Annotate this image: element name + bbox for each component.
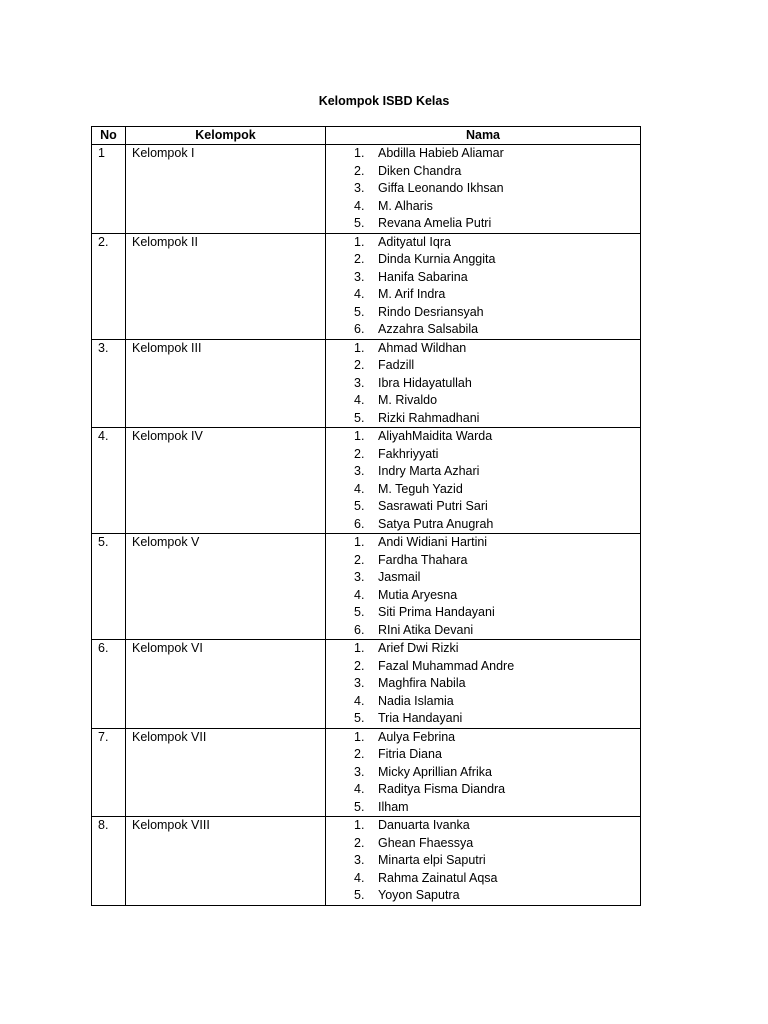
list-item — [354, 552, 640, 570]
member-name: Abdilla Habieb Aliamar — [378, 146, 504, 160]
group-number: 8. — [92, 817, 126, 906]
list-item — [354, 269, 640, 287]
member-name: Fadzill — [378, 358, 415, 372]
header-no: No — [92, 127, 126, 145]
member-name: Danuarta Ivanka — [378, 818, 470, 832]
member-name: Aulya Febrina — [378, 729, 456, 744]
member-name: Giffa Leonando Ikhsan — [378, 181, 504, 195]
member-list — [326, 233, 641, 339]
member-name: Andi Widiani Hartini — [378, 535, 488, 549]
list-item — [354, 481, 640, 499]
member-number: 3. — [354, 181, 365, 195]
member-name: Indry Marta Azhari — [378, 464, 480, 478]
member-name: Rizki Rahmadhani — [378, 410, 480, 425]
member-number: 4. — [354, 693, 365, 708]
member-number: 3. — [354, 853, 365, 867]
member-name: Satya Putra Anugrah — [378, 516, 494, 531]
list-item — [354, 746, 640, 764]
table-row — [92, 339, 641, 428]
member-number: 4. — [354, 287, 365, 301]
list-item — [354, 410, 640, 428]
list-item — [354, 781, 640, 799]
list-item — [354, 835, 640, 853]
list-item — [354, 392, 640, 410]
member-name: Hanifa Sabarina — [378, 269, 468, 284]
group-number: 4. — [92, 428, 126, 534]
list-item — [354, 622, 640, 640]
list-item — [354, 463, 640, 481]
group-number: 6. — [92, 640, 126, 729]
table-row — [92, 428, 641, 534]
header-group: Kelompok — [126, 127, 326, 145]
group-number: 3. — [92, 339, 126, 428]
list-item — [354, 180, 640, 198]
group-name: Kelompok II — [126, 233, 326, 339]
member-name: Arief Dwi Rizki — [378, 641, 459, 655]
member-number: 3. — [354, 464, 365, 478]
group-name: Kelompok IV — [126, 428, 326, 534]
member-number: 4. — [354, 393, 365, 407]
list-item — [354, 817, 640, 835]
member-list — [326, 428, 641, 534]
member-name: Ahmad Wildhan — [378, 340, 467, 355]
table-row — [92, 534, 641, 640]
member-name: Maghfira Nabila — [378, 676, 466, 690]
member-name: M. Rivaldo — [378, 393, 438, 407]
member-number: 2. — [354, 658, 365, 673]
header-names: Nama — [326, 127, 641, 145]
page-title: Kelompok ISBD Kelas — [318, 94, 450, 108]
member-number: 1. — [354, 535, 365, 549]
member-number: 4. — [354, 198, 365, 213]
member-number: 2. — [354, 358, 365, 372]
member-name: Tria Handayani — [378, 711, 463, 725]
list-item — [354, 163, 640, 181]
table-row — [92, 145, 641, 234]
list-item — [354, 587, 640, 605]
member-name: M. Teguh Yazid — [378, 481, 463, 496]
list-item — [354, 321, 640, 339]
list-item — [354, 675, 640, 693]
member-number: 1. — [354, 729, 365, 744]
list-item — [354, 286, 640, 304]
group-name: Kelompok III — [126, 339, 326, 428]
member-name: M. Alharis — [378, 198, 433, 213]
member-name: Adityatul Iqra — [378, 234, 451, 249]
group-number: 5. — [92, 534, 126, 640]
group-name: Kelompok I — [126, 145, 326, 234]
list-item — [354, 693, 640, 711]
member-name: AliyahMaidita Warda — [378, 429, 493, 443]
table-row — [92, 640, 641, 729]
member-list — [326, 145, 641, 234]
member-name: Yoyon Saputra — [378, 888, 460, 902]
group-name: Kelompok VI — [126, 640, 326, 729]
member-name: Raditya Fisma Diandra — [378, 782, 506, 796]
member-number: 2. — [354, 552, 365, 567]
member-name: Ibra Hidayatullah — [378, 375, 472, 390]
member-number: 5. — [354, 499, 365, 513]
list-item — [354, 304, 640, 322]
list-item — [354, 198, 640, 216]
member-list — [326, 728, 641, 817]
member-number: 1. — [354, 340, 365, 355]
member-name: Siti Prima Handayani — [378, 605, 495, 619]
list-item — [354, 710, 640, 728]
member-number: 2. — [354, 163, 365, 178]
table-row — [92, 233, 641, 339]
member-number: 5. — [354, 888, 365, 902]
member-number: 2. — [354, 446, 365, 461]
member-name: M. Arif Indra — [378, 287, 446, 301]
group-number: 1 — [92, 145, 126, 234]
member-name: Rahma Zainatul Aqsa — [378, 870, 498, 885]
list-item — [354, 887, 640, 905]
member-list — [326, 817, 641, 906]
list-item — [354, 799, 640, 817]
list-item — [354, 340, 640, 358]
member-number: 1. — [354, 234, 365, 249]
member-list — [326, 640, 641, 729]
list-item — [354, 375, 640, 393]
member-name: Rindo Desriansyah — [378, 304, 484, 319]
member-number: 3. — [354, 676, 365, 690]
member-name: Sasrawati Putri Sari — [378, 499, 488, 513]
member-name: Micky Aprillian Afrika — [378, 764, 492, 779]
member-number: 4. — [354, 481, 365, 496]
member-name: Ilham — [378, 799, 409, 814]
member-name: Azzahra Salsabila — [378, 322, 479, 336]
member-number: 1. — [354, 429, 365, 443]
member-number: 4. — [354, 782, 365, 796]
member-list — [326, 339, 641, 428]
list-item — [354, 534, 640, 552]
list-item — [354, 446, 640, 464]
group-number: 7. — [92, 728, 126, 817]
member-name: Fazal Muhammad Andre — [378, 658, 515, 673]
list-item — [354, 498, 640, 516]
member-number: 4. — [354, 870, 365, 885]
member-number: 3. — [354, 375, 365, 390]
list-item — [354, 604, 640, 622]
list-item — [354, 658, 640, 676]
table-row — [92, 817, 641, 906]
table-body — [92, 145, 641, 906]
member-name: Fardha Thahara — [378, 552, 468, 567]
member-number: 3. — [354, 269, 365, 284]
member-name: Diken Chandra — [378, 163, 462, 178]
member-number: 3. — [354, 570, 365, 584]
member-list — [326, 534, 641, 640]
member-name: Ghean Fhaessya — [378, 835, 474, 850]
list-item — [354, 251, 640, 269]
table-row — [92, 728, 641, 817]
member-name: Jasmail — [378, 570, 421, 584]
member-number: 6. — [354, 322, 365, 336]
member-number: 5. — [354, 605, 365, 619]
list-item — [354, 215, 640, 233]
list-item — [354, 516, 640, 534]
list-item — [354, 764, 640, 782]
group-name: Kelompok VIII — [126, 817, 326, 906]
group-number: 2. — [92, 233, 126, 339]
list-item — [354, 729, 640, 747]
member-name: Fitria Diana — [378, 747, 442, 761]
group-name: Kelompok VII — [126, 728, 326, 817]
member-number: 1. — [354, 641, 365, 655]
list-item — [354, 428, 640, 446]
list-item — [354, 357, 640, 375]
group-table — [91, 126, 641, 906]
member-name: Revana Amelia Putri — [378, 216, 492, 230]
member-number: 6. — [354, 622, 365, 637]
member-name: RIni Atika Devani — [378, 622, 474, 637]
member-number: 2. — [354, 747, 365, 761]
member-number: 6. — [354, 516, 365, 531]
list-item — [354, 640, 640, 658]
member-number: 5. — [354, 216, 365, 230]
list-item — [354, 852, 640, 870]
group-name: Kelompok V — [126, 534, 326, 640]
table-header-row — [92, 127, 641, 145]
list-item — [354, 145, 640, 163]
member-number: 4. — [354, 587, 365, 602]
member-name: Dinda Kurnia Anggita — [378, 252, 496, 266]
member-name: Minarta elpi Saputri — [378, 853, 486, 867]
member-number: 3. — [354, 764, 365, 779]
member-number: 5. — [354, 410, 365, 425]
member-number: 2. — [354, 835, 365, 850]
member-number: 2. — [354, 252, 365, 266]
list-item — [354, 569, 640, 587]
member-name: Nadia Islamia — [378, 693, 454, 708]
member-number: 1. — [354, 146, 365, 160]
member-number: 5. — [354, 304, 365, 319]
member-number: 1. — [354, 818, 365, 832]
list-item — [354, 234, 640, 252]
list-item — [354, 870, 640, 888]
member-number: 5. — [354, 711, 365, 725]
member-name: Mutia Aryesna — [378, 587, 458, 602]
member-name: Fakhriyyati — [378, 446, 439, 461]
member-number: 5. — [354, 799, 365, 814]
